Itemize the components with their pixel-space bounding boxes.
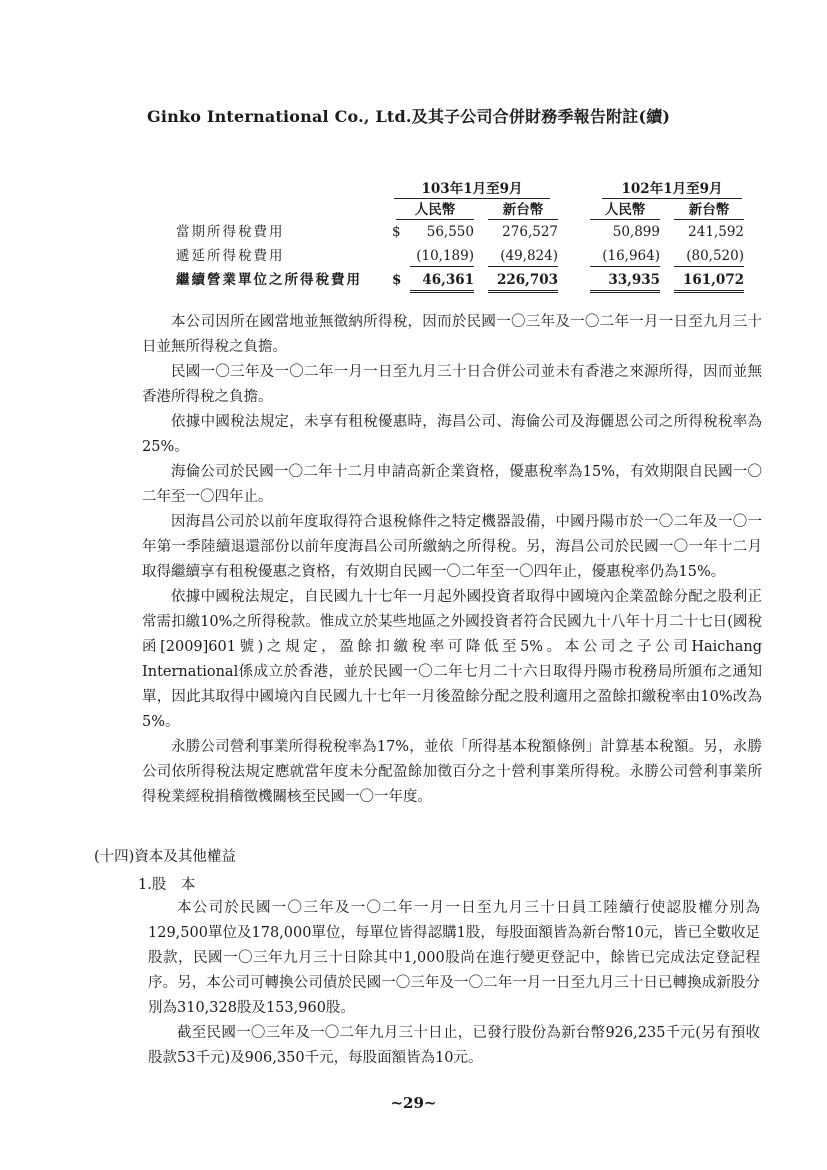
table-cell: (16,964) <box>590 246 660 267</box>
currency-header: 新台幣 <box>674 201 744 220</box>
table-cell: 33,935 <box>590 270 660 293</box>
currency-header: 人民幣 <box>396 201 474 220</box>
row-label: 當期所得稅費用 <box>176 224 285 240</box>
table-cell: (80,520) <box>674 246 744 267</box>
paragraph: 永勝公司營利事業所得稅稅率為17%，並依「所得基本稅額條例」計算基本稅額。另，永勝公司依所得稅法規定應就當年度未分配盈餘加徵百分之十營利事業所得稅。永勝公司營利事業所得稅業經稅捐稽徵機關核至民國一〇一年度。 <box>142 739 762 805</box>
period-header-2014: 103年1月至9月 <box>394 180 550 199</box>
currency-header: 新台幣 <box>488 201 558 220</box>
paragraph: 本公司於民國一〇三年及一〇二年一月一日至九月三十日員工陸續行使認股權分別為129,500單位及178,000單位，每單位皆得認購1股，每股面額皆為新台幣10元，皆已全數收足股款，民國一〇三年九月三十日除其中1,000股尚在進行變更登記中，餘皆已完成法定登記程序。另，本公司可轉換公司債於民國一〇三年及一〇二年一月一日至九月三十日已轉換成新股分別為310,328股及153,960股。 <box>148 900 760 1016</box>
subsection-heading: 1.股 本 <box>138 877 196 893</box>
paragraph: 本公司因所在國當地並無徵納所得稅，因而於民國一〇三年及一〇二年一月一日至九月三十日並無所得稅之負擔。 <box>142 314 762 355</box>
section-heading: (十四)資本及其他權益 <box>94 849 236 865</box>
table-row <box>170 270 770 290</box>
page-title: Ginko International Co., Ltd.及其子公司合併財務季報告附註(續) <box>147 107 671 126</box>
table-cell: 161,072 <box>674 270 744 293</box>
table-cell: 46,361 <box>410 270 474 293</box>
table-cell: (49,824) <box>488 246 558 267</box>
paragraph: 民國一〇三年及一〇二年一月一日至九月三十日合併公司並未有香港之來源所得，因而並無香港所得稅之負擔。 <box>142 364 762 405</box>
table-cell: 241,592 <box>688 224 744 240</box>
table-cell: 276,527 <box>502 224 558 240</box>
paragraph: 截至民國一〇三年及一〇二年九月三十日止，已發行股份為新台幣926,235千元(另有預收股款53千元)及906,350千元，每股面額皆為10元。 <box>148 1025 760 1066</box>
paragraph: 因海昌公司於以前年度取得符合退稅條件之特定機器設備，中國丹陽市於一〇二年及一〇一年第一季陸續退還部份以前年度海昌公司所繳納之所得稅。另，海昌公司於民國一〇一年十二月取得繼續享有租稅優惠之資格，有效期自民國一〇二年至一〇四年止，優惠稅率仍為15%。 <box>142 514 762 580</box>
table-cell: 56,550 <box>426 224 474 240</box>
page-number: ~29~ <box>390 1094 437 1112</box>
row-label: 繼續營業單位之所得稅費用 <box>176 272 362 288</box>
table-cell: (10,189) <box>410 246 474 267</box>
table-row <box>170 246 770 266</box>
tax-notes <box>142 310 762 810</box>
table-cell: 50,899 <box>612 224 660 240</box>
capital-notes <box>148 896 760 1071</box>
currency-symbol: $ <box>392 224 401 240</box>
paragraph: 依據中國稅法規定，未享有租稅優惠時，海昌公司、海倫公司及海儷恩公司之所得稅稅率為25%。 <box>142 414 762 455</box>
paragraph: 依據中國稅法規定，自民國九十七年一月起外國投資者取得中國境內企業盈餘分配之股利正常需扣繳10%之所得稅款。惟成立於某些地區之外國投資者符合民國九十八年十月二十七日(國稅函[2009]601號)之規定，盈餘扣繳稅率可降低至5%。本公司之子公司Haichang International係成立於香港，並於民國一〇二年七月二十六日取得丹陽市稅務局所頒布之通知單，因此其取得中國境內自民國九十七年一月後盈餘分配之股利適用之盈餘扣繳稅率由10%改為5%。 <box>142 589 762 730</box>
table-cell: 226,703 <box>488 270 558 293</box>
paragraph: 海倫公司於民國一〇二年十二月申請高新企業資格，優惠稅率為15%，有效期限自民國一〇二年至一〇四年止。 <box>142 464 762 505</box>
table-row <box>170 222 770 242</box>
currency-symbol: $ <box>392 272 402 288</box>
period-header-2013: 102年1月至9月 <box>602 180 742 199</box>
row-label: 遞延所得稅費用 <box>176 248 285 264</box>
currency-header: 人民幣 <box>590 201 660 220</box>
